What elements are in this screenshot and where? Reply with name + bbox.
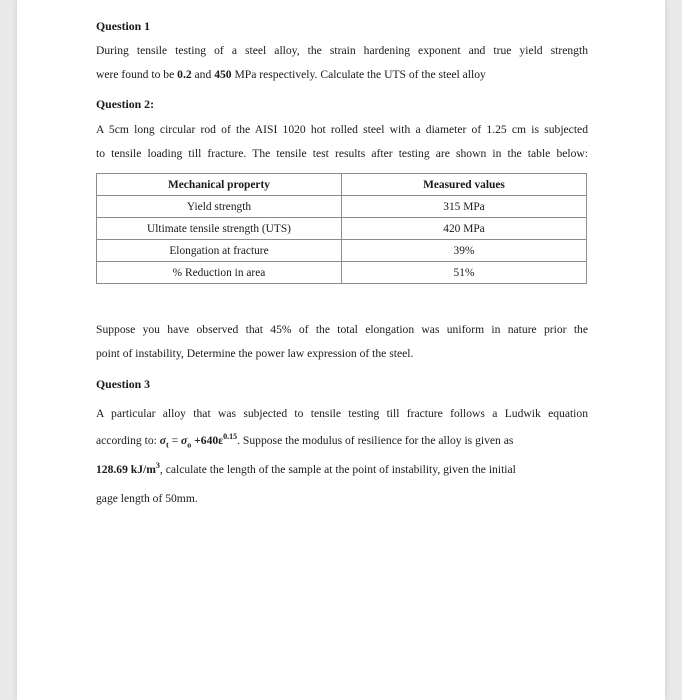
table-cell-property: Elongation at fracture	[97, 240, 342, 262]
question-2-line-1: A 5cm long circular rod of the AISI 1020 hot rolled steel with a diameter of 1.25 cm is subjected	[96, 123, 588, 136]
mechanical-properties-table	[96, 173, 587, 284]
table-cell-value: 39%	[342, 240, 587, 262]
table-cell-value: 51%	[342, 262, 587, 284]
table-header-row	[97, 174, 587, 196]
question-2-after-line-2: point of instability, Determine the power law expression of the steel.	[96, 347, 414, 360]
equals-sign: =	[168, 434, 182, 447]
question-1-line-1: During tensile testing of a steel alloy, the strain hardening exponent and true yield strength	[96, 44, 588, 57]
question-2-heading: Question 2:	[96, 97, 155, 111]
document-page	[17, 0, 665, 700]
question-1-line-2	[96, 68, 588, 81]
table-cell-property: Ultimate tensile strength (UTS)	[97, 218, 342, 240]
table-row	[97, 262, 587, 284]
question-3-line-4: gage length of 50mm.	[96, 492, 198, 505]
question-3-line-2	[96, 434, 588, 449]
question-3-heading: Question 3	[96, 377, 151, 391]
question-1-heading: Question 1	[96, 19, 151, 33]
q1-text-c: MPa respectively. Calculate the UTS of the steel alloy	[231, 68, 486, 81]
table-cell-value: 420 MPa	[342, 218, 587, 240]
q3-text-c: , calculate the length of the sample at the point of instability, given the initial	[159, 463, 516, 476]
question-2-after-line-1: Suppose you have observed that 45% of the total elongation was uniform in nature prior the	[96, 323, 588, 336]
modulus-of-resilience: 128.69 kJ/m	[96, 463, 156, 476]
table-row	[97, 240, 587, 262]
q3-text-b: . Suppose the modulus of resilience for the alloy is given as	[237, 434, 514, 447]
table-cell-property: % Reduction in area	[97, 262, 342, 284]
ludwik-exponent: 0.15	[223, 432, 238, 442]
table-header-property: Mechanical property	[97, 174, 342, 196]
sigma-true-subscript: t	[166, 440, 169, 450]
ludwik-coefficient: +640ε	[191, 434, 224, 447]
q3-text-a: according to:	[96, 434, 160, 447]
question-3-line-3	[96, 463, 588, 476]
question-3-line-1: A particular alloy that was subjected to tensile testing till fracture follows a Ludwik equation	[96, 407, 588, 420]
table-cell-property: Yield strength	[97, 196, 342, 218]
cubic-superscript: 3	[155, 461, 160, 471]
table-header-value: Measured values	[342, 174, 587, 196]
sigma-zero: σ	[181, 434, 188, 447]
table-row	[97, 196, 587, 218]
sigma-zero-subscript: o	[187, 440, 192, 450]
q1-text-a: were found to be	[96, 68, 178, 81]
strain-hardening-exponent: 0.2	[177, 68, 192, 81]
table-row	[97, 218, 587, 240]
q1-text-b: and	[191, 68, 215, 81]
question-2-line-2: to tensile loading till fracture. The tensile test results after testing are shown in the table below:	[96, 147, 588, 160]
true-yield-strength: 450	[214, 68, 232, 81]
table-cell-value: 315 MPa	[342, 196, 587, 218]
sigma-true: σ	[159, 434, 166, 447]
